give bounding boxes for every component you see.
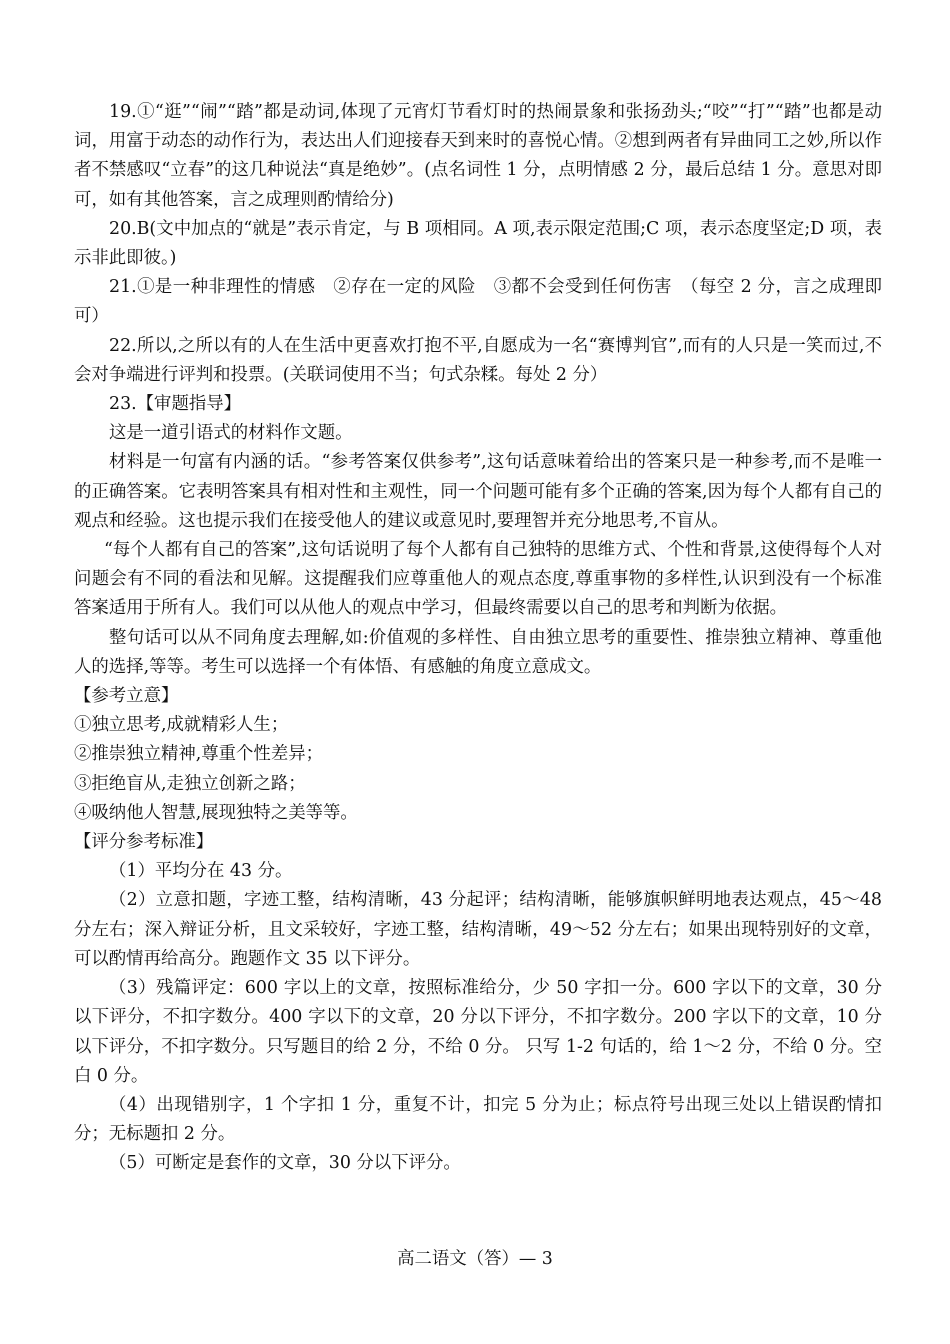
page-footer: 高二语文（答）— 3 [397, 1249, 553, 1269]
answer-23-title: 23.【审题指导】 [109, 394, 242, 415]
scoring-item: （2）立意扣题，字迹工整，结构清晰，43 分起评；结构清晰，能够旗帜鲜明地表达观点，45～48 分左右；深入辩证分析，且文采较好，字迹工整，结构清晰，49～52 分左右；如果出现特别好的文章，可以酌情再给高分。跑题作文 35 以下评分。 [74, 890, 882, 969]
reference-item: ④吸纳他人智慧,展现独特之美等等。 [74, 802, 358, 823]
reference-item: ②推崇独立精神,尊重个性差异； [74, 744, 323, 765]
answer-21: 21.①是一种非理性的情感 ②存在一定的风险 ③都不会受到任何伤害 （每空 2 分，言之成理即可） [74, 277, 882, 327]
scoring-title: 【评分参考标准】 [74, 832, 214, 853]
guide-paragraph: 材料是一句富有内涵的话。“参考答案仅供参考”,这句话意味着给出的答案只是一种参考,而不是唯一的正确答案。它表明答案具有相对性和主观性，同一个问题可能有多个正确的答案,因为每个人都有自己的观点和经验。这也提示我们在接受他人的建议或意见时,要理智并充分地思考,不盲从。 [74, 452, 882, 531]
reference-item: ③拒绝盲从,走独立创新之路； [74, 773, 306, 794]
guide-paragraph: 这是一道引语式的材料作文题。 [109, 423, 353, 444]
answer-key-page [74, 98, 882, 1179]
reference-title: 【参考立意】 [74, 686, 179, 707]
answer-22: 22.所以,之所以有的人在生活中更喜欢打抱不平,自愿成为一名“赛博判官”,而有的人只是一笑而过,不会对争端进行评判和投票。(关联词使用不当；句式杂糅。每处 2 分） [74, 335, 882, 385]
scoring-item: （1）平均分在 43 分。 [109, 861, 293, 882]
answer-20: 20.B(文中加点的“就是”表示肯定，与 B 项相同。A 项,表示限定范围;C 项，表示态度坚定;D 项，表示非此即彼。) [74, 218, 882, 269]
answer-19: 19.①“逛”“闹”“踏”都是动词,体现了元宵灯节看灯时的热闹景象和张扬劲头;“咬”“打”“踏”也都是动词，用富于动态的动作行为，表达出人们迎接春天到来时的喜悦心情。②想到两者有异曲同工之妙,所以作者不禁感叹“立春”的这几种说法“真是绝妙”。(点名词性 1 分，点明情感 2 分，最后总结 1 分。意思对即可，如有其他答案，言之成理则酌情给分) [74, 102, 882, 210]
reference-item: ①独立思考,成就精彩人生； [74, 715, 289, 736]
scoring-item: （5）可断定是套作的文章，30 分以下评分。 [109, 1153, 461, 1174]
guide-paragraph: 整句话可以从不同角度去理解,如:价值观的多样性、自由独立思考的重要性、推崇独立精神、尊重他人的选择,等等。考生可以选择一个有体悟、有感触的角度立意成文。 [74, 627, 882, 677]
guide-paragraph: “每个人都有自己的答案”,这句话说明了每个人都有自己独特的思维方式、个性和背景,这使得每个人对问题会有不同的看法和见解。这提醒我们应尊重他人的观点态度,尊重事物的多样性,认识到没有一个标准答案适用于所有人。我们可以从他人的观点中学习，但最终需要以自己的思考和判断为依据。 [74, 540, 882, 619]
scoring-item: （3）残篇评定：600 字以上的文章，按照标准给分，少 50 字扣一分。600 字以下的文章，30 分以下评分，不扣字数分。400 字以下的文章，20 分以下评分，不扣字数分。200 字以下的文章，10 分以下评分，不扣字数分。只写题目的给 2 分，不给 0 分。 只写 1-2 句话的，给 1～2 分，不给 0 分。空白 0 分。 [74, 978, 882, 1086]
scoring-item: （4）出现错别字，1 个字扣 1 分，重复不计，扣完 5 分为止；标点符号出现三处以上错误酌情扣分；无标题扣 2 分。 [74, 1094, 882, 1145]
